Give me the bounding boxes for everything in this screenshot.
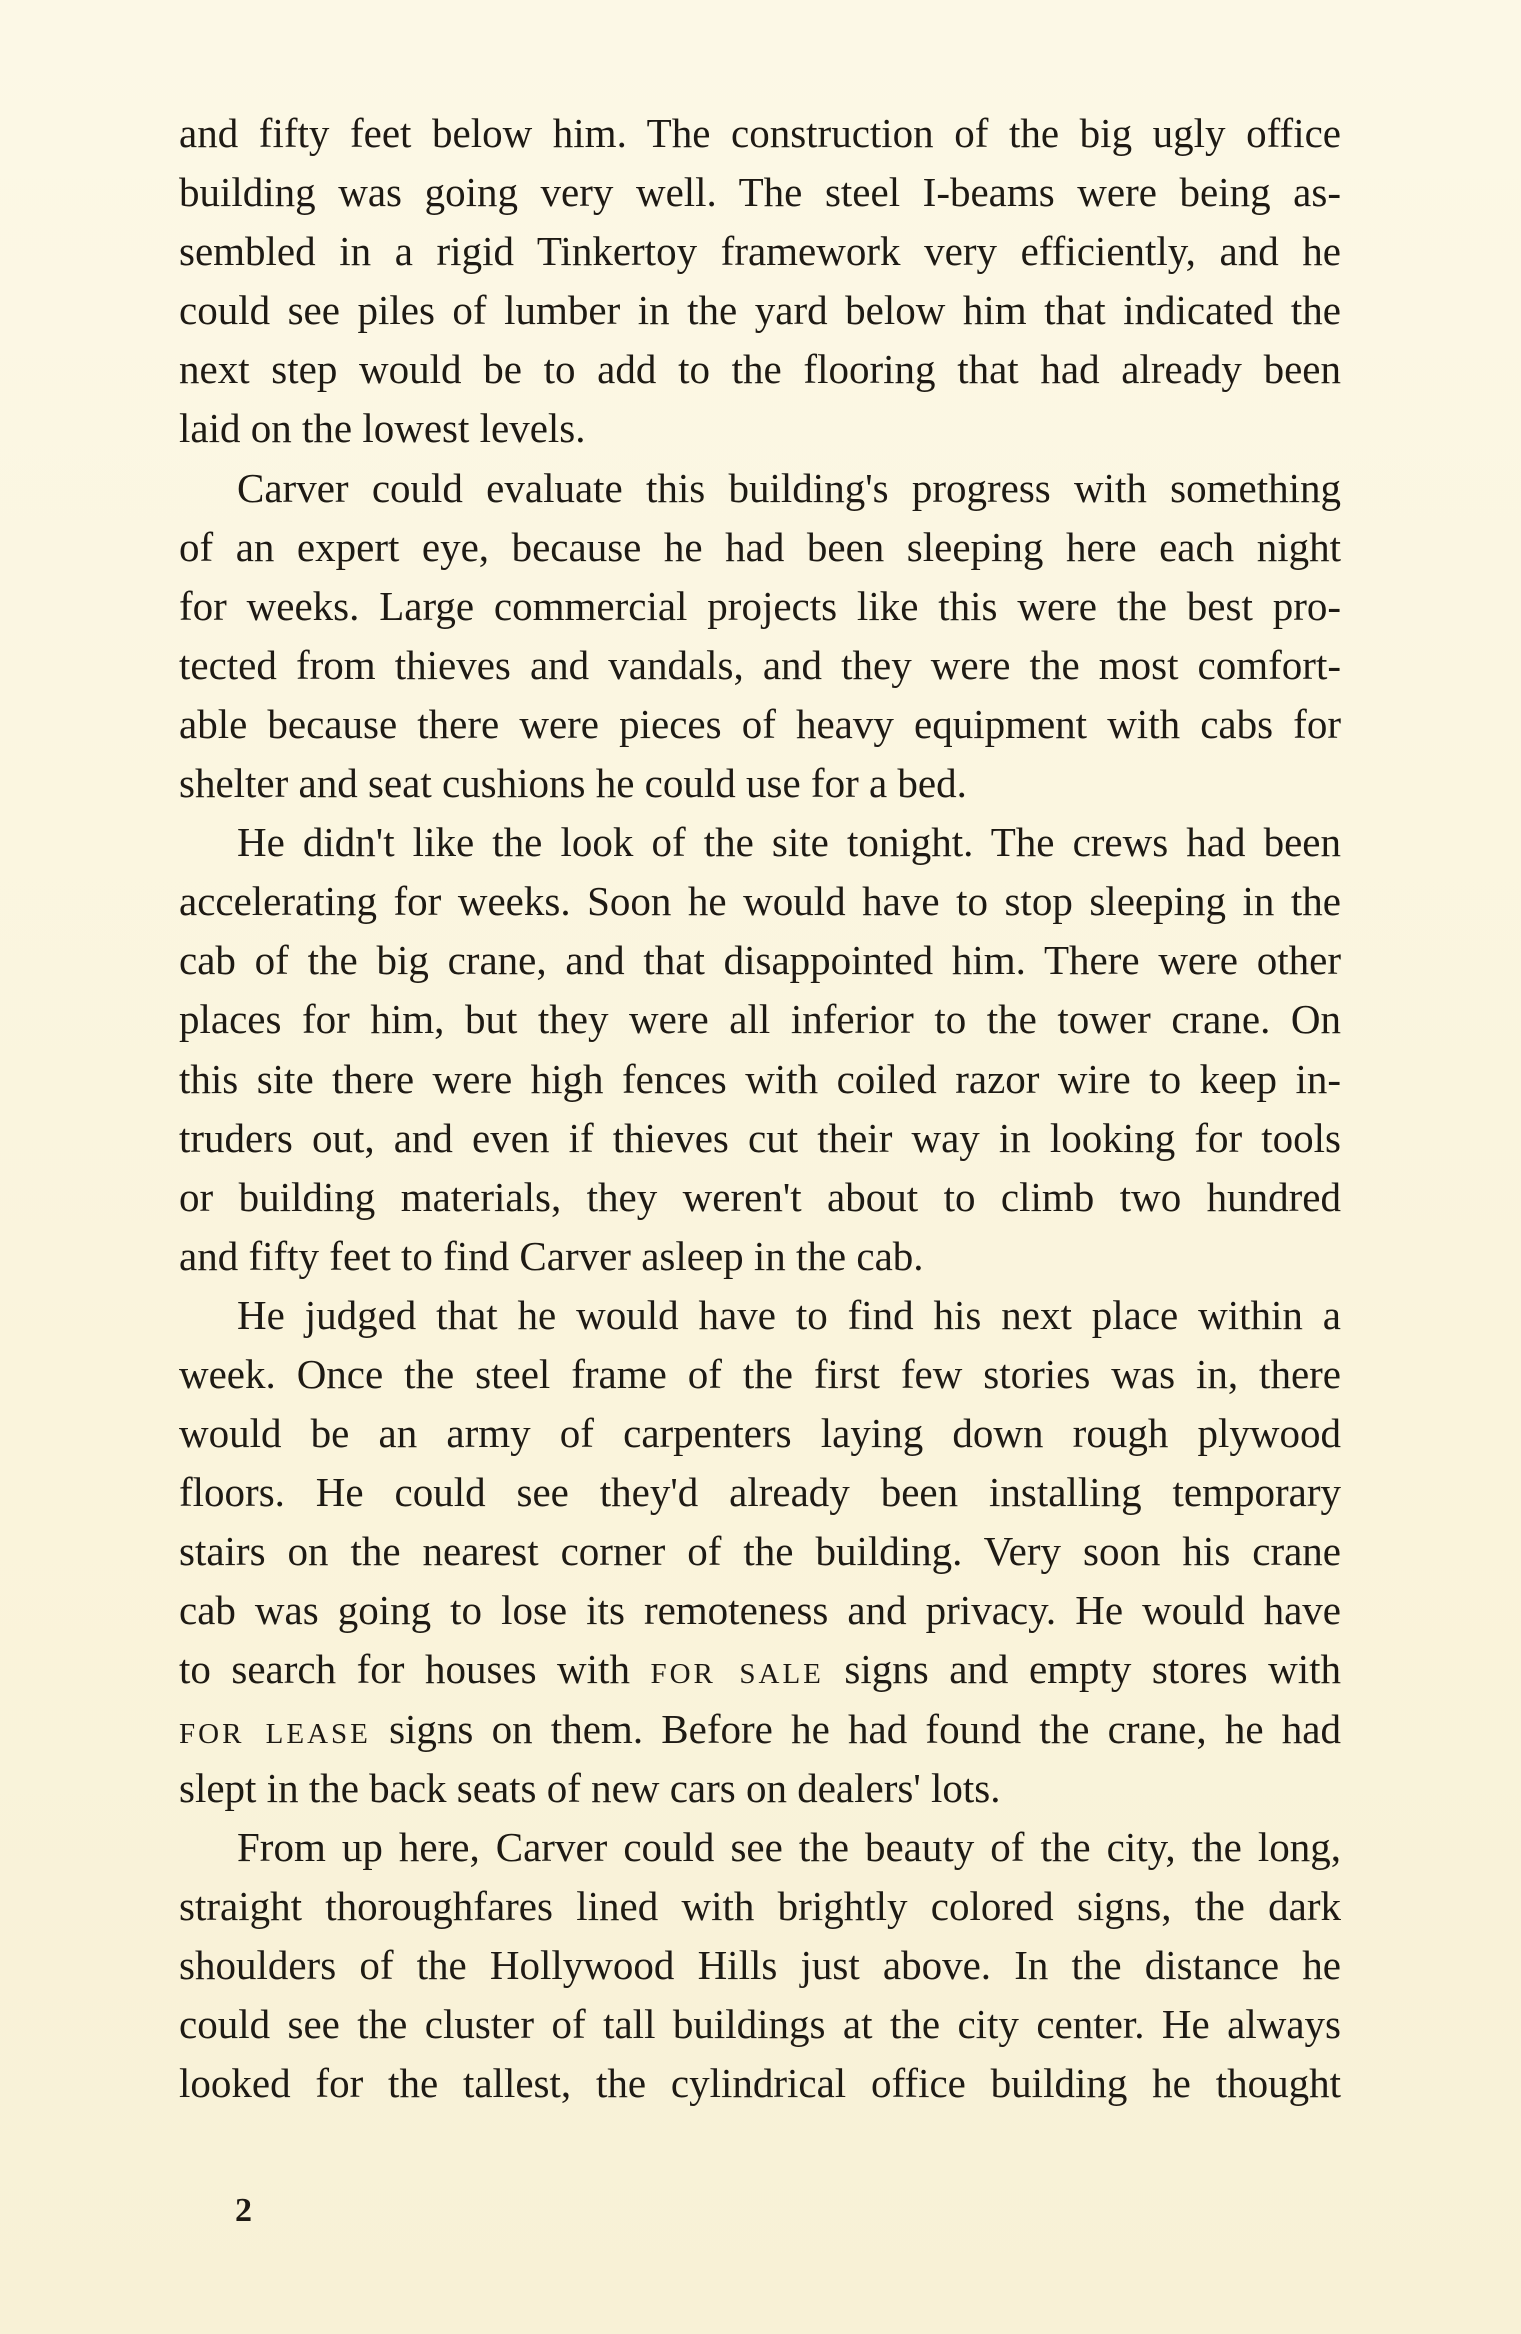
text-line: He didn't like the look of the site tonight. The crews had been <box>237 819 1341 866</box>
text-line: or building materials, they weren't about to climb two hundred <box>179 1173 1341 1220</box>
page-number: 2 <box>235 2192 252 2229</box>
text-line: could see piles of lumber in the yard below him that indicated the <box>179 287 1341 334</box>
text-line: and fifty feet to find Carver asleep in the cab. <box>179 1232 924 1279</box>
text-line: looked for the tallest, the cylindrical office building he thought <box>179 2060 1341 2107</box>
text-line: for weeks. Large commercial projects like this were the best pro- <box>179 582 1341 629</box>
text-line: Carver could evaluate this building's progress with something <box>237 464 1341 511</box>
text-span: signs on them. Before he had found the crane, he had <box>370 1705 1341 1752</box>
text-line: stairs on the nearest corner of the building. Very soon his crane <box>179 1528 1341 1575</box>
text-line: straight thoroughfares lined with brightly colored signs, the dark <box>179 1882 1341 1929</box>
text-line <box>179 1700 1341 1759</box>
text-line: able because there were pieces of heavy equipment with cabs for <box>179 700 1341 747</box>
text-line: cab of the big crane, and that disappointed him. There were other <box>179 937 1341 984</box>
text-line: truders out, and even if thieves cut their way in looking for tools <box>179 1114 1341 1161</box>
small-caps-text: for sale <box>650 1646 824 1693</box>
text-line: shoulders of the Hollywood Hills just above. In the distance he <box>179 1941 1341 1988</box>
text-line: would be an army of carpenters laying down rough plywood <box>179 1410 1341 1457</box>
text-line: floors. He could see they'd already been installing temporary <box>179 1469 1341 1516</box>
text-line: and fifty feet below him. The construction of the big ugly office <box>179 110 1341 156</box>
text-line: cab was going to lose its remoteness and privacy. He would have <box>179 1587 1341 1634</box>
text-line: From up here, Carver could see the beauty of the city, the long, <box>237 1823 1341 1870</box>
text-line: next step would be to add to the flooring that had already been <box>179 346 1341 393</box>
text-line <box>179 1640 1341 1699</box>
text-line: could see the cluster of tall buildings at the city center. He always <box>179 2001 1341 2047</box>
text-line: laid on the lowest levels. <box>179 405 586 452</box>
text-line: of an expert eye, because he had been sleeping here each night <box>179 523 1341 570</box>
text-line: building was going very well. The steel I-beams were being as- <box>179 169 1341 216</box>
text-line: tected from thieves and vandals, and they were the most comfort- <box>179 641 1341 688</box>
text-line: accelerating for weeks. Soon he would have to stop sleeping in the <box>179 878 1341 925</box>
text-line: week. Once the steel frame of the first few stories was in, there <box>179 1350 1341 1397</box>
text-span: to search for houses with <box>179 1646 651 1693</box>
text-line: slept in the back seats of new cars on dealers' lots. <box>179 1764 1001 1811</box>
text-line: this site there were high fences with coiled razor wire to keep in- <box>179 1055 1341 1102</box>
text-span: signs and empty stores with <box>823 1646 1341 1693</box>
text-line: places for him, but they were all inferior to the tower crane. On <box>179 996 1341 1043</box>
text-line: He judged that he would have to find his next place within a <box>237 1291 1341 1338</box>
body-text <box>179 104 1341 2113</box>
text-line: sembled in a rigid Tinkertoy framework very efficiently, and he <box>179 228 1341 275</box>
small-caps-text: for lease <box>179 1705 371 1752</box>
text-line: shelter and seat cushions he could use for a bed. <box>179 760 967 807</box>
